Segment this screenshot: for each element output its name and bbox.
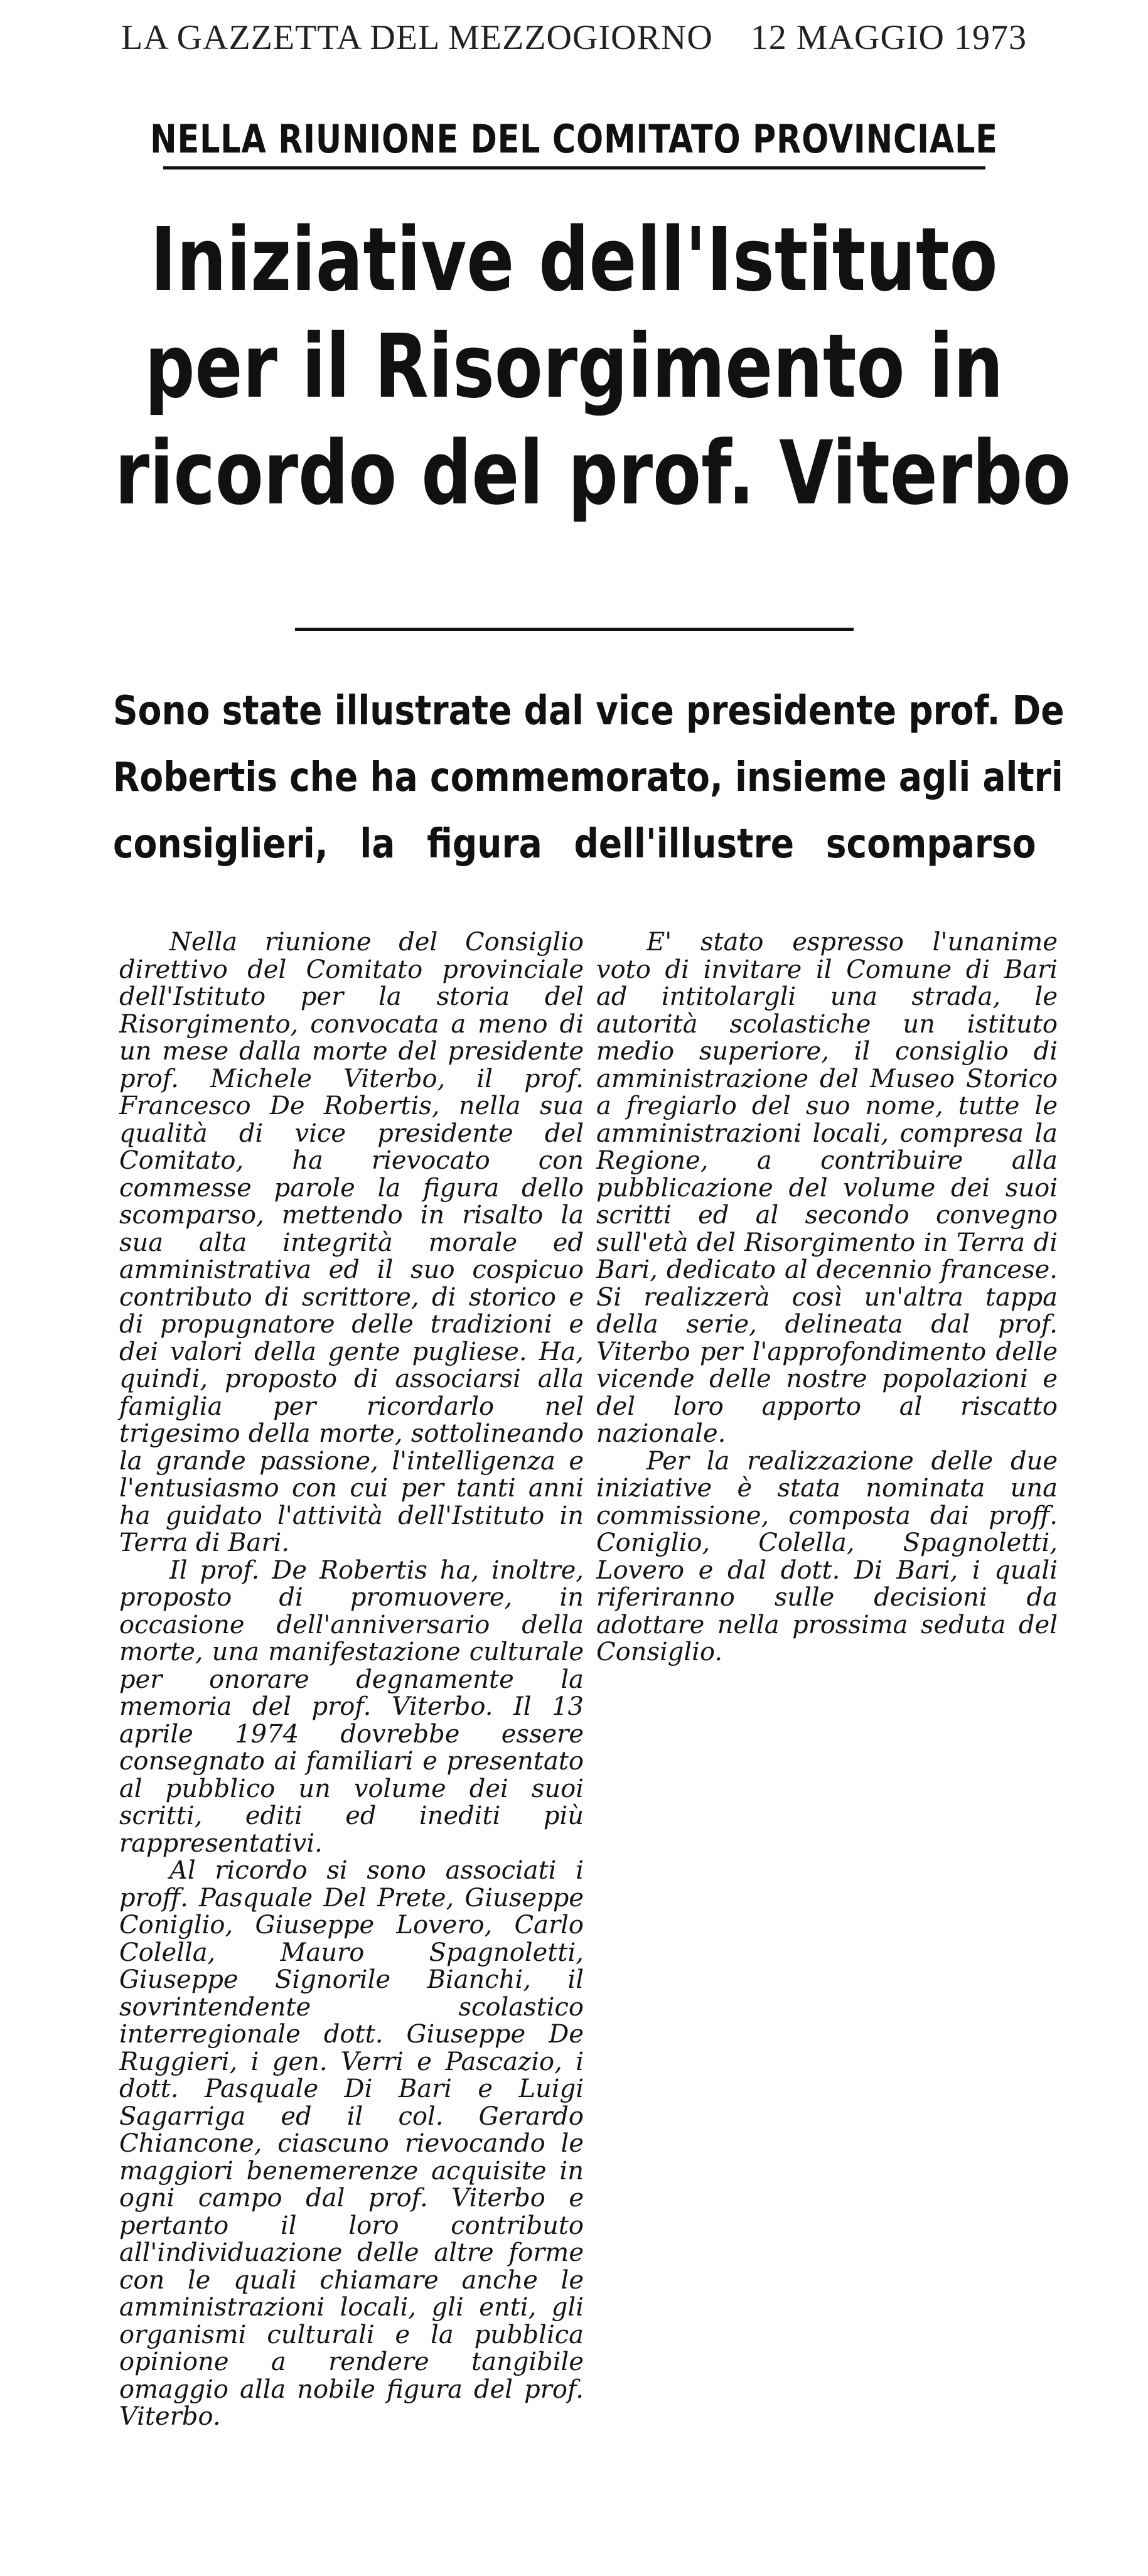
paragraph: E' stato espresso l'unanime voto di invitare il Comune di Bari ad intitolargli una strada, le autorità scolastiche un istituto medio superiore, il consiglio di amministrazione del Museo Storico a fregiarlo del suo nome, tutte le amministrazioni locali, compresa la Regione, a contribuire alla pubblicazione del volume dei suoi scritti ed al secondo convegno sull'età del Risorgimento in Terra di Bari, dedicato al decennio francese. Si realizzerà così un'altra tappa della serie, delineata dal prof. Viterbo per l'approfondimento delle vicende delle nostre popolazioni e del loro apporto al riscatto nazionale. (596, 928, 1058, 1448)
masthead (0, 18, 1148, 58)
headline-line: per il Risorgimento in (144, 316, 1004, 418)
article-column-left (119, 929, 584, 2431)
deck-line: consiglieri, la figura dell'illustre scomparso (113, 821, 1036, 867)
paragraph: Nella riunione del Consiglio direttivo del Comitato provinciale dell'Istituto per la storia del Risorgimento, convocata a meno di un mese dalla morte del presidente prof. Michele Viterbo, il prof. Francesco De Robertis, nella sua qualità di vice presidente del Comitato, ha rievocato con commesse parole la figura dello scomparso, mettendo in risalto la sua alta integrità morale ed amministrativa ed il suo cospicuo contributo di scrittore, di storico e di propugnatore delle tradizioni e dei valori della gente pugliese. Ha, quindi, proposto di associarsi alla famiglia per ricordarlo nel trigesimo della morte, sottolineando la grande passione, l'intelligenza e l'entusiasmo con cui per tanti anni ha guidato l'attività dell'Istituto in Terra di Bari. (119, 928, 584, 1557)
headline-divider (295, 628, 854, 631)
headline-line: ricordo del prof. Viterbo (114, 422, 1071, 525)
deck-line: Robertis che ha commemorato, insieme agli altri (113, 754, 1063, 801)
headline (114, 207, 1071, 527)
kicker: NELLA RIUNIONE DEL COMITATO PROVINCIALE (150, 116, 998, 162)
headline-line: Iniziative dell'Istituto (150, 209, 998, 311)
publication-date: 12 MAGGIO 1973 (750, 18, 1027, 57)
kicker-underline (163, 166, 985, 169)
article-column-right (596, 929, 1058, 1666)
paragraph: Il prof. De Robertis ha, inoltre, proposto di promuovere, in occasione dell'anniversario della morte, una manifestazione culturale per onorare degnamente la memoria del prof. Viterbo. Il 13 aprile 1974 dovrebbe essere consegnato ai familiari e presentato al pubblico un volume dei suoi scritti, editi ed inediti più rappresentativi. (119, 1555, 584, 1858)
paragraph: Al ricordo si sono associati i proff. Pasquale Del Prete, Giuseppe Coniglio, Giuseppe Lovero, Carlo Colella, Mauro Spagnoletti, Giuseppe Signorile Bianchi, il sovrintendente scolastico interregionale dott. Giuseppe De Ruggieri, i gen. Verri e Pascazio, i dott. Pasquale Di Bari e Luigi Sagarriga ed il col. Gerardo Chiancone, ciascuno rievocando le maggiori benemerenze acquisite in ogni campo dal prof. Viterbo e pertanto il loro contributo all'individuazione delle altre forme con le quali chiamare anche le amministrazioni locali, gli enti, gli organismi culturali e la pubblica opinione a rendere tangibile omaggio alla nobile figura del prof. Viterbo. (119, 1856, 584, 2431)
deck-line: Sono state illustrate dal vice presidente prof. De (113, 688, 1065, 734)
deck (113, 678, 1065, 877)
newspaper-name: LA GAZZETTA DEL MEZZOGIORNO (121, 18, 713, 57)
paragraph: Per la realizzazione delle due iniziative è stata nominata una commissione, composta dai proff. Coniglio, Colella, Spagnoletti, Lovero e dal dott. Di Bari, i quali riferiranno sulle decisioni da adottare nella prossima seduta del Consiglio. (596, 1446, 1058, 1666)
